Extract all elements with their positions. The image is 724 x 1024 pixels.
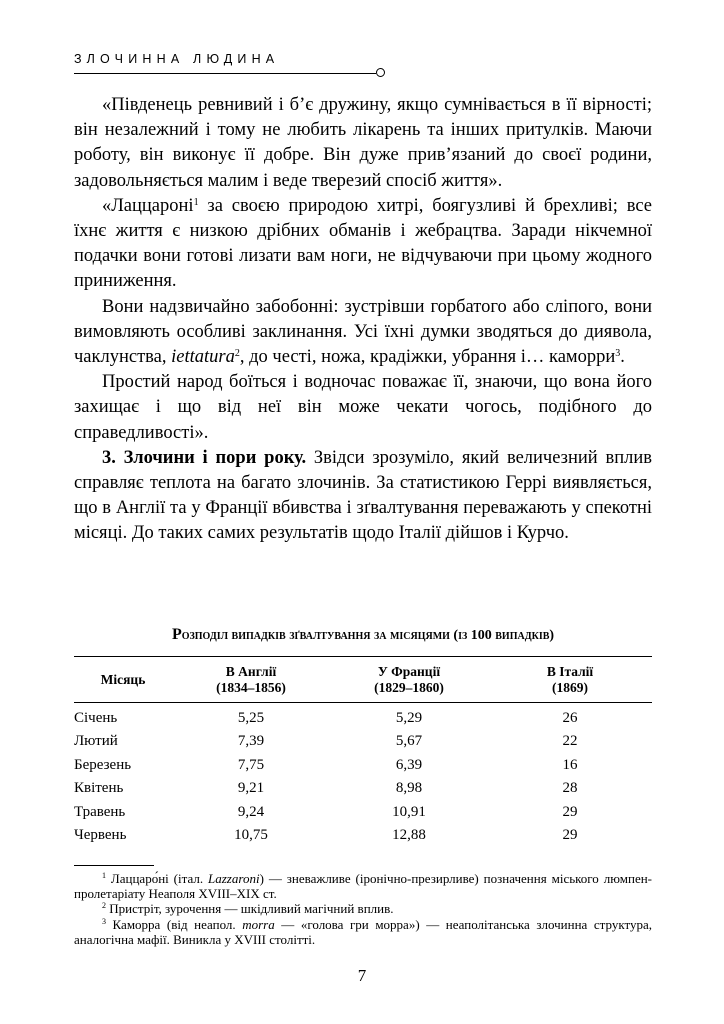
header-rule — [74, 73, 376, 74]
cell-month: Квітень — [74, 780, 124, 797]
footnote-3-start: Каморра (від неапол. — [106, 916, 243, 932]
header-italy-label: В Італії — [546, 664, 594, 679]
table-row — [74, 824, 652, 847]
paragraph-5-rest: Звідси зрозуміло, який величезний вплив справляє теплота на багато злочинів. За статистикою Геррі виявляється, що в Англії та у Франції вбивства і зґвалтування переважають у спекотні місяці. До таких самих результатів щодо Італії дійшов і Курчо. — [74, 447, 652, 544]
header-france-years: (1829–1860) — [374, 680, 444, 695]
cell-italy: 29 — [562, 803, 578, 820]
header-italy-years: (1869) — [552, 680, 588, 695]
footnote-separator — [74, 865, 154, 866]
body-text — [74, 93, 652, 547]
header-france — [330, 657, 488, 703]
cell-france: 10,91 — [392, 803, 426, 820]
paragraph-2-rest: за своєю природою хитрі, боягузливі й брехливі; все їхнє життя є низкою дрібних обманів і жебрацтва. Заради нікчемної подачки вони готові лизати вам ноги, не відчуваючи при цьому жодного приниження. — [74, 195, 652, 292]
table-row — [74, 754, 652, 777]
footnote-ref-1: 1 — [193, 196, 199, 208]
cell-france: 5,67 — [395, 733, 423, 750]
running-header — [74, 52, 390, 66]
footnote-1-mark: 1 — [102, 871, 106, 880]
footnote-2-text: Пристріт, зурочення — шкідливий магічний вплив. — [106, 901, 394, 917]
footnote-2 — [74, 901, 652, 916]
cell-month: Травень — [74, 803, 126, 820]
footnote-3-rest: — «голова гри морра») — неаполітанська злочинна структура, аналогічна мафії. Виникла у XVIII столітті. — [74, 916, 653, 947]
paragraph-3-start: Вони надзвичайно забобонні: зустрівши горбатого або сліпого, вони вимовляють особливі заклинання. Усі їхні думки зводяться до диявола, чаклунства, — [74, 296, 652, 368]
cell-england: 5,25 — [237, 710, 265, 726]
cell-france: 8,98 — [395, 780, 423, 797]
running-title: ЗЛОЧИННА ЛЮДИНА — [74, 52, 280, 66]
footnote-ref-2: 2 — [234, 348, 240, 360]
footnote-1-start: Лаццаро́ні (італ. — [106, 871, 209, 886]
header-month: Місяць — [74, 657, 172, 703]
cell-month: Січень — [74, 710, 118, 726]
footnote-ref-3: 3 — [615, 348, 621, 360]
rape-cases-table — [74, 656, 652, 847]
paragraph-3-middle: , до честі, ножа, крадіжки, убрання і… каморри — [239, 347, 616, 368]
paragraph-2 — [74, 194, 652, 295]
section-heading: 3. Злочини і пори року. — [102, 447, 307, 468]
italic-term-iettatura: iettatura — [171, 347, 235, 368]
paragraph-3 — [74, 295, 652, 371]
cell-france: 5,29 — [395, 710, 423, 726]
cell-england: 7,39 — [237, 733, 265, 750]
footnote-2-mark: 2 — [102, 901, 106, 911]
paragraph-2-start: «Лаццароні — [102, 195, 194, 216]
header-circle-ornament — [376, 68, 385, 77]
cell-france: 12,88 — [392, 827, 426, 844]
header-england-years: (1834–1856) — [216, 680, 286, 695]
table-title-initial: Р — [171, 626, 182, 643]
paragraph-1: «Південець ревнивий і б’є дружину, якщо сумнівається в її вірності; він незалежний і тому не любить лікарень та інших притулків. Маючи роботу, він виконує її добре. Він дуже прив’язаний до своєї родини, задовольняється малим і веде тверезий спосіб життя». — [74, 95, 652, 191]
paragraph-5 — [74, 446, 652, 547]
cell-england: 10,75 — [234, 827, 268, 844]
cell-england: 7,75 — [237, 756, 265, 773]
table-row — [74, 777, 652, 800]
cell-italy: 29 — [562, 827, 578, 844]
cell-italy: 16 — [562, 756, 578, 773]
footnote-3-mark: 3 — [102, 916, 106, 926]
header-italy — [488, 657, 652, 703]
footnote-1-rest: ) — зневажливе (іронічно-презирливе) позначення міського люмпен-пролетаріату Неаполя XVIII–XIX ст. — [74, 871, 652, 902]
footnote-3-italic: morra — [242, 916, 275, 932]
cell-italy: 26 — [562, 710, 578, 726]
footnote-3 — [74, 917, 652, 947]
cell-month: Березень — [74, 756, 132, 773]
page-number: 7 — [357, 966, 367, 985]
footnote-1-italic: Lazzaroni — [208, 871, 260, 886]
cell-italy: 22 — [562, 733, 578, 750]
table-title — [74, 626, 652, 644]
table-row — [74, 703, 652, 731]
header-france-label: У Франції — [377, 664, 441, 679]
table-row — [74, 730, 652, 753]
table-title-rest: озподіл випадків зґвалтування за місяцями (із 100 випадків) — [181, 628, 555, 643]
cell-england: 9,24 — [237, 803, 265, 820]
cell-france: 6,39 — [395, 756, 423, 773]
header-england — [172, 657, 330, 703]
cell-month: Лютий — [74, 733, 118, 750]
cell-italy: 28 — [562, 780, 578, 797]
paragraph-3-end: . — [620, 347, 625, 368]
cell-month: Червень — [74, 827, 127, 844]
footnote-1 — [74, 871, 652, 901]
table-row — [74, 801, 652, 824]
table-header-row — [74, 657, 652, 703]
cell-england: 9,21 — [237, 780, 265, 797]
header-england-label: В Англії — [225, 664, 277, 679]
footnotes — [74, 871, 652, 947]
paragraph-4: Простий народ боїться і водночас поважає її, знаючи, що вона його захищає і що від неї він може чекати чогось, подібного до справедливості». — [74, 372, 652, 443]
